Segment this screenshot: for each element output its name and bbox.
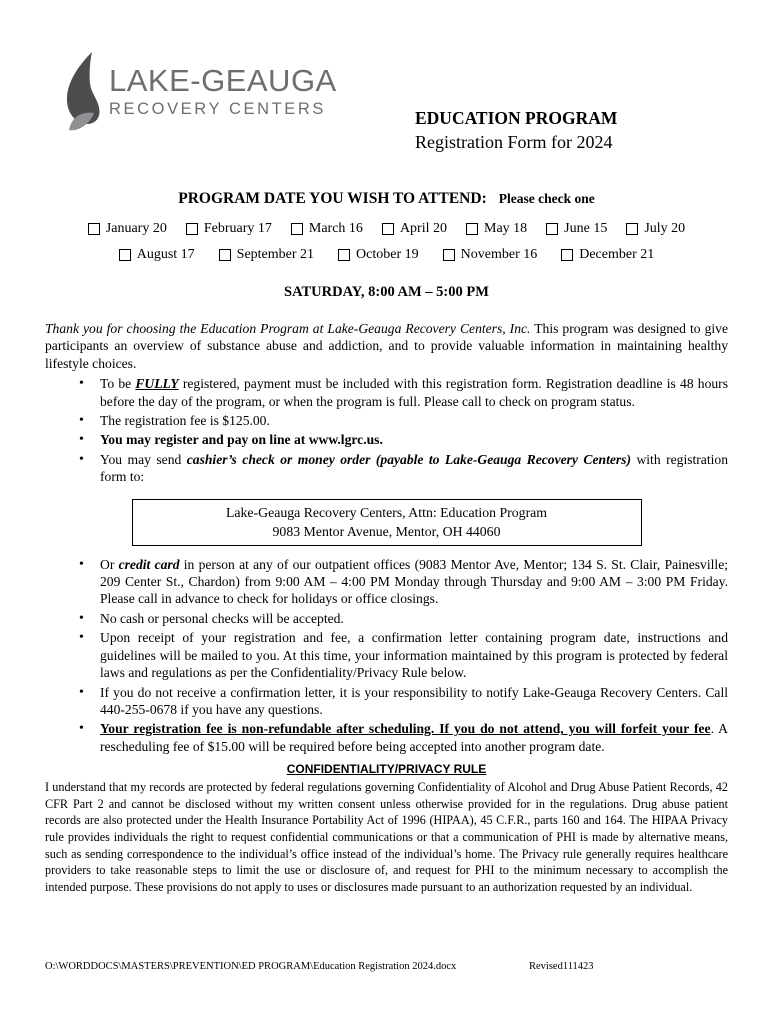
checkbox-icon[interactable] (119, 249, 131, 261)
date-option-label: February 17 (203, 221, 272, 236)
logo-subtitle: RECOVERY CENTERS (109, 100, 327, 118)
date-option[interactable] (291, 221, 363, 237)
checkbox-icon[interactable] (546, 223, 558, 235)
intro-italic-sentence: Thank you for choosing the Education Program at Lake-Geauga Recovery Centers, Inc. (45, 321, 531, 336)
date-option-label: September 21 (236, 247, 315, 262)
date-option-label: March 16 (308, 221, 363, 236)
date-option[interactable] (443, 247, 538, 263)
schedule-line: SATURDAY, 8:00 AM – 5:00 PM (284, 284, 489, 300)
footer-revised-label: Revised111423 (529, 961, 594, 972)
confidentiality-heading: CONFIDENTIALITY/PRIVACY RULE (286, 762, 487, 777)
date-option[interactable] (546, 221, 607, 237)
bullet-item: • You may register and pay on line at www.lgrc.us. (100, 431, 728, 448)
bullet-item: • Or credit card in person at any of our outpatient offices (9083 Mentor Ave, Mentor; 134 S. St. Clair, Painesville; 209 Center St., Chardon) from 9:00 AM – 4:00 PM Monday through Thursday and 9:00 AM – 3:00 PM Friday. Please call in advance to check for holidays or office closings. (100, 556, 728, 608)
footer-file-path: O:\WORDDOCS\MASTERS\PREVENTION\ED PROGRAM\Education Registration 2024.docx (45, 961, 457, 972)
checkbox-icon[interactable] (466, 223, 478, 235)
bullet-item: • Upon receipt of your registration and fee, a confirmation letter containing program date, instructions and guidelines will be mailed to you. At this time, your information maintained by this program is protected by federal laws and regulations as per the Confidentiality/Privacy Rule below. (100, 629, 728, 681)
date-option[interactable] (466, 221, 527, 237)
bullet-item: • No cash or personal checks will be accepted. (100, 610, 728, 627)
bullet-list-top (45, 375, 728, 485)
date-option[interactable] (382, 221, 447, 237)
date-option[interactable] (626, 221, 685, 237)
program-date-heading-text: PROGRAM DATE YOU WISH TO ATTEND: (178, 190, 487, 207)
page-title: EDUCATION PROGRAM (415, 108, 618, 128)
document-body (45, 0, 728, 895)
confidentiality-paragraph: I understand that my records are protected by federal regulations governing Confidentiality of Alcohol and Drug Abuse Patient Records, 42 CFR Part 2 and cannot be disclosed without my written consent unless otherwise provided for in the regulations. Drug abuse patient records are also protected under the Health Insurance Portability Act of 1996 (HIPAA), 45 C.F.R., parts 160 and 164. The HIPAA Privacy rule provides individuals the right to request confidential communications or that a communication of PHI is made by alternative means, such as sending correspondence to the individual’s office instead of the individual’s home. The Privacy rule generally requires healthcare providers to take reasonable steps to limit the use or disclosure of, and request for PHI to the minimum necessary to accomplish the intended purpose. These provisions do not apply to uses or disclosures made pursuant to an authorization requested by an individual. (45, 780, 728, 894)
bullet-item: • To be FULLY registered, payment must be included with this registration form. Registration deadline is 48 hours before the day of the program, or when the program is full. Please call to check on program status. (100, 375, 728, 410)
date-option-label: December 21 (579, 247, 655, 262)
date-option-label: January 20 (105, 221, 167, 236)
date-option-label: August 17 (136, 247, 195, 262)
footer (45, 961, 728, 972)
date-options-row-1 (45, 221, 728, 237)
logo-title: LAKE-GEAUGA (109, 63, 337, 98)
checkbox-icon[interactable] (186, 223, 198, 235)
date-option-label: July 20 (644, 221, 686, 236)
checkbox-icon[interactable] (219, 249, 231, 261)
bullet-item: • If you do not receive a confirmation letter, it is your responsibility to notify Lake-Geauga Recovery Centers. Call 440-255-0678 if you have any questions. (100, 684, 728, 719)
date-option-label: May 18 (484, 221, 528, 236)
checkbox-icon[interactable] (626, 223, 638, 235)
intro-rest: This program was designed to give participants an overview of substance abuse and addiction, and to provide valuable information in maintaining healthy lifestyle choices. (45, 321, 729, 371)
date-option[interactable] (186, 221, 272, 237)
date-options-row-2 (45, 247, 728, 263)
checkbox-icon[interactable] (338, 249, 350, 261)
checkbox-icon[interactable] (382, 223, 394, 235)
date-option[interactable] (561, 247, 654, 263)
program-date-heading (45, 190, 728, 208)
checkbox-icon[interactable] (443, 249, 455, 261)
date-option-label: November 16 (460, 247, 538, 262)
mailing-address-box (132, 499, 642, 546)
bullet-item: • You may send cashier’s check or money order (payable to Lake-Geauga Recovery Centers) with registration form to: (100, 451, 728, 486)
date-option-label: October 19 (356, 247, 419, 262)
bullet-item: • Your registration fee is non-refundable after scheduling. If you do not attend, you will forfeit your fee. A rescheduling fee of $15.00 will be required before being accepted into another program date. (100, 720, 728, 755)
address-line-2: 9083 Mentor Avenue, Mentor, OH 44060 (272, 523, 501, 539)
checkbox-icon[interactable] (291, 223, 303, 235)
bullet-list-bottom (45, 556, 728, 755)
date-option[interactable] (119, 247, 195, 263)
date-option[interactable] (88, 221, 167, 237)
page-subtitle: Registration Form for 2024 (415, 132, 613, 152)
checkbox-icon[interactable] (88, 223, 100, 235)
intro-paragraph (45, 320, 728, 372)
date-option-label: April 20 (399, 221, 447, 236)
bullet-item: • The registration fee is $125.00. (100, 412, 728, 429)
checkbox-icon[interactable] (561, 249, 573, 261)
date-option-label: June 15 (564, 221, 608, 236)
check-one-note: Please check one (498, 191, 595, 206)
date-option[interactable] (338, 247, 419, 263)
address-line-1: Lake-Geauga Recovery Centers, Attn: Education Program (225, 504, 548, 520)
date-option[interactable] (219, 247, 314, 263)
